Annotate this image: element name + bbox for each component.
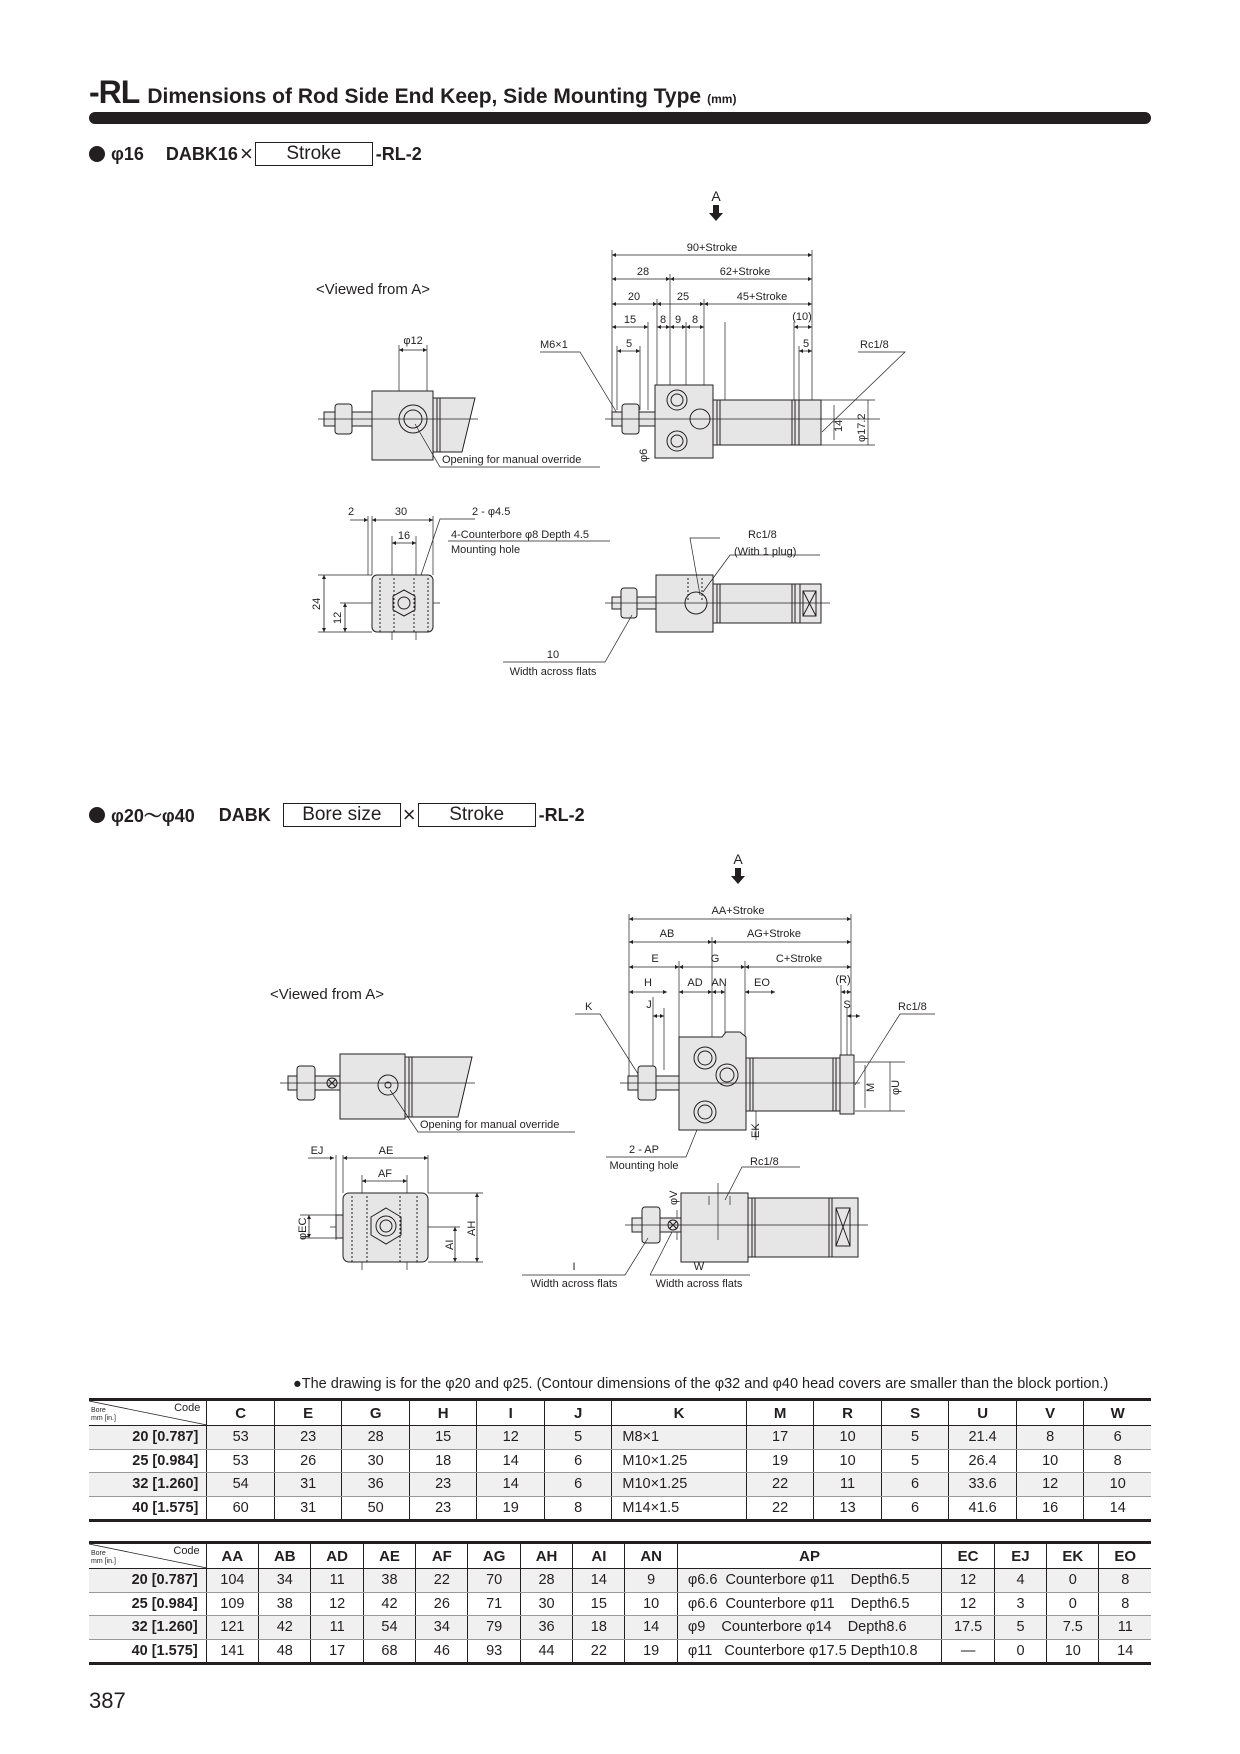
dim-r: (R) [835,974,851,986]
dim-phi17-2: φ17.2 [856,413,868,442]
bore-cell: 40 [1.575] [89,1496,207,1521]
bore-cell: 20 [0.787] [89,1426,207,1450]
cell-i: 14 [477,1473,545,1497]
cell-an: 10 [625,1592,677,1616]
dim-ag-stroke: AG+Stroke [746,928,802,940]
dim-2: 2 [347,506,355,518]
model-prefix: DABK [218,804,271,825]
cell-j: 6 [544,1473,611,1497]
dim-j: J [646,999,652,1011]
cell-k: M10×1.25 [612,1473,746,1497]
cell-ek: 0 [1047,1592,1099,1616]
column-header-v: V [1016,1400,1084,1426]
column-header-i: I [477,1400,545,1426]
column-header-ap: AP [677,1543,941,1569]
column-header-ej: EJ [994,1543,1046,1569]
model-suffix: -RL-2 [375,143,422,164]
model-prefix: DABK16 [165,143,238,164]
cell-ae: 42 [363,1592,415,1616]
cell-ag: 70 [468,1569,520,1593]
column-header-s: S [881,1400,948,1426]
cell-c: 54 [207,1473,275,1497]
cell-r: 10 [814,1449,882,1473]
phi20-40-view-from-a [270,986,575,1132]
dim-62-stroke: 62+Stroke [719,266,771,278]
cell-i: 19 [477,1496,545,1521]
drawing-note: ●The drawing is for the φ20 and φ25. (Contour dimensions of the φ32 and φ40 head covers are smaller than the block portion.) [293,1376,1109,1392]
cell-h: 23 [409,1496,477,1521]
cell-ae: 54 [363,1616,415,1640]
hole-2-phi4-5: 2 - φ4.5 [472,506,511,518]
dim-h: H [644,977,652,989]
cell-ah: 28 [520,1569,572,1593]
cell-k: M14×1.5 [612,1496,746,1521]
column-header-ek: EK [1047,1543,1099,1569]
cell-c: 53 [207,1449,275,1473]
cell-h: 23 [409,1473,477,1497]
dim-5a: 5 [625,338,633,350]
cell-s: 5 [881,1426,948,1450]
dim-phi-u: φU [890,1079,902,1095]
cell-u: 26.4 [949,1449,1017,1473]
phi20-40-side-view [575,851,935,1172]
dim-45-stroke: 45+Stroke [736,291,788,303]
dim-9: 9 [674,314,682,326]
cell-h: 18 [409,1449,477,1473]
cell-ai: 15 [573,1592,625,1616]
cell-j: 8 [544,1496,611,1521]
bore-cell: 32 [1.260] [89,1616,206,1640]
mounting-hole-label: Mounting hole [609,1160,679,1172]
dim-8b: 8 [691,314,699,326]
cell-ah: 30 [520,1592,572,1616]
dim-af: AF [377,1168,393,1180]
times-sign: × [402,802,416,827]
column-header-w: W [1084,1400,1151,1426]
dim-ae: AE [378,1145,394,1157]
cell-i: 14 [477,1449,545,1473]
column-header-ad: AD [311,1543,363,1569]
column-header-ec: EC [942,1543,995,1569]
cell-aa: 121 [206,1616,258,1640]
cell-ab: 48 [259,1639,311,1664]
cell-w: 8 [1084,1449,1151,1473]
cell-u: 21.4 [949,1426,1017,1450]
cell-ek: 7.5 [1047,1616,1099,1640]
cell-v: 12 [1016,1473,1084,1497]
bore-cell: 25 [0.984] [89,1449,207,1473]
cell-r: 11 [814,1473,882,1497]
cell-af: 34 [416,1616,468,1640]
cell-e: 31 [274,1496,342,1521]
dim-12: 12 [332,611,344,624]
dim-5b: 5 [802,338,810,350]
cell-v: 8 [1016,1426,1084,1450]
dim-30: 30 [394,506,408,518]
cell-ej: 5 [994,1616,1046,1640]
cell-ej: 4 [994,1569,1046,1593]
dim-ab: AB [659,928,675,940]
dim-ad: AD [687,977,703,989]
cell-ap: φ11 Counterbore φ17.5 Depth10.8 [677,1639,941,1664]
dim-90-stroke: 90+Stroke [686,242,738,254]
dim-14: 14 [833,419,845,432]
dim-e: E [651,953,659,965]
table-row [89,1449,1151,1473]
cell-an: 9 [625,1569,677,1593]
cell-m: 22 [746,1496,814,1521]
cell-af: 22 [416,1569,468,1593]
cell-ag: 93 [468,1639,520,1664]
port-rc18: Rc1/8 [860,339,889,351]
dim-c-stroke: C+Stroke [775,953,823,965]
cell-w: 14 [1084,1496,1151,1521]
bore-size-box: Bore size [283,803,401,827]
bore-cell: 25 [0.984] [89,1592,206,1616]
manual-override-label: Opening for manual override [420,1119,560,1131]
dim-16: 16 [397,530,411,542]
cell-ad: 11 [311,1616,363,1640]
column-header-ah: AH [520,1543,572,1569]
port-rc18-plug: Rc1/8 [748,529,777,541]
phi16-side-view [540,188,905,462]
dim-s: S [843,999,851,1011]
cell-eo: 11 [1099,1616,1151,1640]
width-across-flats-i: Width across flats [530,1278,618,1290]
cell-r: 10 [814,1426,882,1450]
column-header-ae: AE [363,1543,415,1569]
cell-ag: 71 [468,1592,520,1616]
cell-eo: 14 [1099,1639,1151,1664]
cell-e: 23 [274,1426,342,1450]
dimension-table-2 [89,1541,1151,1665]
cell-ej: 0 [994,1639,1046,1664]
with-plug-label: (With 1 plug) [734,546,797,558]
cell-ad: 12 [311,1592,363,1616]
cell-af: 46 [416,1639,468,1664]
cell-g: 50 [342,1496,410,1521]
cell-v: 16 [1016,1496,1084,1521]
table-row [89,1496,1151,1521]
cell-eo: 8 [1099,1569,1151,1593]
cell-g: 28 [342,1426,410,1450]
cell-w: 10 [1084,1473,1151,1497]
table-row [89,1426,1151,1450]
page-number: 387 [89,1688,126,1713]
corner-unit: mm [in.] [91,1558,116,1565]
cell-ae: 68 [363,1639,415,1664]
dim-8a: 8 [659,314,667,326]
view-a-label: A [711,188,721,204]
table-row [89,1616,1151,1640]
dim-m: M [865,1082,877,1092]
dim-phi-v: φV [668,1190,680,1205]
dim-an: AN [711,977,727,989]
cell-c: 60 [207,1496,275,1521]
cell-m: 19 [746,1449,814,1473]
dim-w: W [693,1261,705,1273]
cell-af: 26 [416,1592,468,1616]
dim-aa-stroke: AA+Stroke [711,905,765,917]
corner-bore: Bore [91,1550,106,1557]
cell-ab: 34 [259,1569,311,1593]
dim-phi-ec: φEC [297,1217,309,1240]
table-row [89,1569,1151,1593]
column-header-e: E [274,1400,342,1426]
cell-ai: 14 [573,1569,625,1593]
cell-m: 22 [746,1473,814,1497]
width-across-flats-w: Width across flats [655,1278,743,1290]
times-sign: × [239,141,253,166]
cell-ec: 17.5 [942,1616,995,1640]
viewed-from-a-label: <Viewed from A> [270,986,384,1003]
corner-code: Code [174,1402,201,1414]
column-header-m: M [746,1400,814,1426]
view-arrow-icon [731,868,745,884]
column-header-h: H [409,1400,477,1426]
dim-ej: EJ [310,1145,324,1157]
bore-label: φ16 [111,143,144,164]
cell-c: 53 [207,1426,275,1450]
column-header-g: G [342,1400,410,1426]
cell-ae: 38 [363,1569,415,1593]
cell-e: 31 [274,1473,342,1497]
dim-phi6: φ6 [638,448,650,462]
table-row [89,1639,1151,1664]
hole-2-ap: 2 - AP [629,1144,659,1156]
title-text: Dimensions of Rod Side End Keep, Side Mounting Type [147,85,702,108]
cell-w: 6 [1084,1426,1151,1450]
cell-ej: 3 [994,1592,1046,1616]
cell-k: M10×1.25 [612,1449,746,1473]
port-rc18: Rc1/8 [898,1001,927,1013]
phi16-bottom-view [311,506,610,640]
phi20-40-bottom-view [297,1145,483,1270]
bore-cell: 20 [0.787] [89,1569,206,1593]
phi20-40-top-view [522,1156,868,1290]
cell-ap: φ6.6 Counterbore φ11 Depth6.5 [677,1592,941,1616]
viewed-from-a-label: <Viewed from A> [316,281,430,298]
stroke-box: Stroke [418,803,536,827]
column-header-r: R [814,1400,882,1426]
cell-g: 30 [342,1449,410,1473]
cell-s: 5 [881,1449,948,1473]
dim-25: 25 [676,291,690,303]
dimension-table-1 [89,1398,1151,1522]
thread-k: K [585,1001,593,1013]
phi16-view-from-a [316,281,600,467]
cell-u: 41.6 [949,1496,1017,1521]
column-header-eo: EO [1099,1543,1151,1569]
cell-ec: — [942,1639,995,1664]
cell-s: 6 [881,1473,948,1497]
port-rc18-top: Rc1/8 [750,1156,779,1168]
dim-28: 28 [636,266,650,278]
cell-an: 19 [625,1639,677,1664]
cell-an: 14 [625,1616,677,1640]
view-a-label: A [733,851,743,867]
model-suffix: -RL-2 [538,804,585,825]
column-header-an: AN [625,1543,677,1569]
bore-cell: 40 [1.575] [89,1639,206,1664]
title-code: -RL [89,74,140,110]
dim-10-waf: 10 [546,649,560,661]
stroke-box: Stroke [255,142,373,166]
cell-ek: 10 [1047,1639,1099,1664]
cell-ah: 36 [520,1616,572,1640]
dim-eo: EO [754,977,770,989]
corner-bore: Bore [91,1407,106,1414]
cell-s: 6 [881,1496,948,1521]
table-corner-header [89,1400,207,1426]
column-header-aa: AA [206,1543,258,1569]
column-header-c: C [207,1400,275,1426]
dim-20: 20 [627,291,641,303]
column-header-k: K [612,1400,746,1426]
dim-ek: EK [750,1123,762,1138]
corner-unit: mm [in.] [91,1415,116,1422]
bore-label: φ20～φ40 [111,806,195,826]
dim-ai: AI [444,1239,456,1250]
dim-i: I [572,1261,576,1273]
cell-j: 5 [544,1426,611,1450]
dim-24: 24 [311,597,323,610]
manual-override-label: Opening for manual override [442,454,582,466]
dim-g: G [710,953,720,965]
cell-u: 33.6 [949,1473,1017,1497]
title-unit: (mm) [707,92,737,106]
dim-ah: AH [466,1220,478,1236]
cell-r: 13 [814,1496,882,1521]
cell-k: M8×1 [612,1426,746,1450]
phi16-top-view [503,529,830,678]
cell-v: 10 [1016,1449,1084,1473]
cell-ab: 38 [259,1592,311,1616]
cell-ek: 0 [1047,1569,1099,1593]
column-header-j: J [544,1400,611,1426]
cell-ah: 44 [520,1639,572,1664]
cell-aa: 109 [206,1592,258,1616]
cell-ad: 17 [311,1639,363,1664]
table-row [89,1592,1151,1616]
cell-aa: 104 [206,1569,258,1593]
table-corner-header [89,1543,206,1569]
cell-m: 17 [746,1426,814,1450]
cell-ec: 12 [942,1592,995,1616]
column-header-ag: AG [468,1543,520,1569]
cell-ai: 18 [573,1616,625,1640]
bore-cell: 32 [1.260] [89,1473,207,1497]
dim-phi12: φ12 [403,335,423,347]
cell-ad: 11 [311,1569,363,1593]
mounting-hole-label: Mounting hole [451,544,521,556]
dim-10-ref: (10) [792,311,812,323]
thread-m6x1: M6×1 [540,339,568,351]
cell-eo: 8 [1099,1592,1151,1616]
counterbore-spec: 4-Counterbore φ8 Depth 4.5 [451,529,589,541]
view-arrow-icon [709,205,723,221]
cell-g: 36 [342,1473,410,1497]
cell-ap: φ9 Counterbore φ14 Depth8.6 [677,1616,941,1640]
dim-15: 15 [623,314,637,326]
cell-ap: φ6.6 Counterbore φ11 Depth6.5 [677,1569,941,1593]
column-header-ab: AB [259,1543,311,1569]
cell-ab: 42 [259,1616,311,1640]
cell-ec: 12 [942,1569,995,1593]
column-header-ai: AI [573,1543,625,1569]
cell-j: 6 [544,1449,611,1473]
cell-e: 26 [274,1449,342,1473]
width-across-flats-label: Width across flats [509,666,597,678]
cell-ag: 79 [468,1616,520,1640]
cell-ai: 22 [573,1639,625,1664]
cell-i: 12 [477,1426,545,1450]
cell-aa: 141 [206,1639,258,1664]
column-header-af: AF [416,1543,468,1569]
column-header-u: U [949,1400,1017,1426]
table-row [89,1473,1151,1497]
cell-h: 15 [409,1426,477,1450]
corner-code: Code [173,1545,200,1557]
